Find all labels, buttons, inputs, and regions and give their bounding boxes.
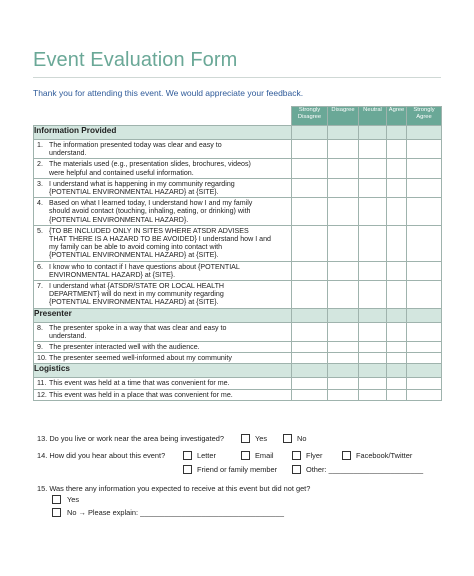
section-header-cell: [359, 364, 387, 378]
question-text-cell: [34, 378, 292, 389]
question-row: [34, 178, 442, 197]
rating-cell[interactable]: [407, 225, 442, 261]
rating-cell[interactable]: [359, 178, 387, 197]
rating-cell[interactable]: [387, 178, 407, 197]
question-number: 2.: [37, 160, 43, 169]
section-header-row: [34, 364, 442, 378]
question-line: {POTENTIAL ENVIRONMENTAL HAZARD} at {SITE}.: [49, 251, 219, 260]
question-line: ENVIRONMENTAL HAZARD} at {SITE}.: [49, 270, 176, 279]
rating-cell[interactable]: [407, 342, 442, 353]
header-blank-cell: [34, 107, 292, 126]
rating-cell[interactable]: [292, 281, 328, 309]
rating-cell[interactable]: [292, 378, 328, 389]
q13-text: 13. Do you live or work near the area being investigated?: [37, 434, 224, 443]
question-text-cell: [34, 225, 292, 261]
question-text-cell: [34, 322, 292, 341]
rating-cell[interactable]: [328, 389, 359, 400]
rating-cell[interactable]: [328, 322, 359, 341]
question-text-cell: [34, 281, 292, 309]
column-agree: Agree: [387, 107, 407, 126]
question-text: Based on what I learned today, I understand how I and my family: [49, 199, 253, 208]
question-text-cell: [34, 178, 292, 197]
rating-cell[interactable]: [328, 353, 359, 364]
question-line: [37, 199, 289, 207]
q13-no-checkbox[interactable]: [283, 434, 292, 443]
q14-letter-label: Letter: [197, 451, 216, 460]
rating-cell[interactable]: [387, 225, 407, 261]
rating-cell[interactable]: [328, 178, 359, 197]
question-line: [37, 227, 289, 235]
rating-cell[interactable]: [387, 378, 407, 389]
q14-text: 14. How did you hear about this event?: [37, 451, 166, 460]
column-strongly-agree: Strongly Agree: [407, 107, 442, 126]
question-line: [37, 379, 289, 387]
question-line: {POTENTIAL ENVIRONMENTAL HAZARD}.: [49, 215, 189, 224]
rating-cell[interactable]: [387, 389, 407, 400]
rating-cell[interactable]: [407, 198, 442, 226]
section-header-cell: [292, 364, 328, 378]
q13-no-label: No: [297, 434, 307, 443]
question-line: [37, 324, 289, 332]
rating-cell[interactable]: [359, 353, 387, 364]
question-text: The information presented today was clear and easy to: [49, 141, 222, 149]
rating-cell[interactable]: [407, 178, 442, 197]
q14-facebook-checkbox[interactable]: [342, 451, 351, 460]
section-header-cell: [359, 308, 387, 322]
q13-yes-label: Yes: [255, 434, 268, 443]
q14-flyer-checkbox[interactable]: [292, 451, 301, 460]
section-title: Logistics: [34, 364, 292, 378]
rating-cell[interactable]: [359, 322, 387, 341]
rating-cell[interactable]: [328, 159, 359, 178]
question-line: {POTENTIAL ENVIRONMENTAL HAZARD} at {SITE}.: [49, 298, 219, 307]
question-row: [34, 140, 442, 159]
question-text: The presenter spoke in a way that was clear and easy to: [49, 323, 227, 332]
rating-cell[interactable]: [328, 198, 359, 226]
question-line: [37, 282, 289, 290]
column-neutral: Neutral: [359, 107, 387, 126]
question-line: THAT THERE IS A HAZARD TO BE AVOIDED} I understand how I and: [49, 235, 271, 244]
question-text: The presenter seemed well-informed about my community: [49, 354, 232, 363]
rating-cell[interactable]: [407, 322, 442, 341]
rating-header-row: [34, 107, 442, 126]
rating-cell[interactable]: [407, 159, 442, 178]
question-row: [34, 322, 442, 341]
rating-cell[interactable]: [359, 261, 387, 280]
rating-cell[interactable]: [407, 281, 442, 309]
q15-text: 15. Was there any information you expected to receive at this event but did not get?: [37, 484, 311, 493]
title-divider: [33, 77, 441, 78]
rating-cell[interactable]: [407, 378, 442, 389]
rating-cell[interactable]: [292, 389, 328, 400]
question-number: 9.: [37, 343, 43, 352]
question-number: 11.: [37, 379, 47, 388]
question-text: This event was held in a place that was convenient for me.: [49, 390, 233, 399]
question-number: 10.: [37, 354, 47, 363]
column-disagree: Disagree: [328, 107, 359, 126]
q14-other-label: Other: _______________________: [306, 465, 424, 474]
section-header-cell: [292, 308, 328, 322]
question-number: 12.: [37, 390, 47, 399]
q15-no-label: No → Please explain: ___________________________________: [67, 508, 284, 517]
rating-cell[interactable]: [292, 342, 328, 353]
question-line: understand.: [49, 149, 87, 158]
question-row: [34, 225, 442, 261]
question-text-cell: [34, 140, 292, 159]
question-row: [34, 389, 442, 400]
question-text: I understand what {ATSDR/STATE OR LOCAL HEALTH: [49, 282, 225, 291]
question-line: [37, 263, 289, 271]
section-header-cell: [387, 364, 407, 378]
question-line: were helpful and contained useful information.: [49, 168, 194, 177]
question-number: 5.: [37, 226, 43, 235]
question-row: [34, 353, 442, 364]
q14-other-checkbox[interactable]: [292, 465, 301, 474]
section-header-cell: [328, 126, 359, 140]
question-number: 1.: [37, 141, 43, 149]
q14-flyer-label: Flyer: [306, 451, 323, 460]
rating-table: [33, 106, 442, 401]
question-number: 3.: [37, 179, 43, 188]
rating-cell[interactable]: [328, 225, 359, 261]
rating-cell[interactable]: [387, 261, 407, 280]
question-line: [37, 180, 289, 188]
rating-cell[interactable]: [407, 261, 442, 280]
rating-cell[interactable]: [328, 140, 359, 159]
section-title: Information Provided: [34, 126, 292, 140]
rating-cell[interactable]: [387, 322, 407, 341]
question-text-cell: [34, 159, 292, 178]
question-text-cell: [34, 198, 292, 226]
form-title: Event Evaluation Form: [33, 49, 238, 71]
q14-friend-checkbox[interactable]: [183, 465, 192, 474]
question-text: This event was held at a time that was convenient for me.: [49, 379, 230, 388]
rating-cell[interactable]: [359, 281, 387, 309]
column-strongly-disagree: Strongly Disagree: [292, 107, 328, 126]
rating-cell[interactable]: [407, 353, 442, 364]
question-text-cell: [34, 261, 292, 280]
rating-cell[interactable]: [359, 378, 387, 389]
rating-cell[interactable]: [328, 342, 359, 353]
rating-cell[interactable]: [292, 198, 328, 226]
rating-cell[interactable]: [407, 140, 442, 159]
rating-cell[interactable]: [407, 389, 442, 400]
question-text-cell: [34, 342, 292, 353]
question-text: I know who to contact if I have questions about {POTENTIAL: [49, 262, 240, 271]
q15-yes-checkbox[interactable]: [52, 495, 61, 504]
question-number: 6.: [37, 262, 43, 271]
question-row: [34, 159, 442, 178]
rating-cell[interactable]: [359, 159, 387, 178]
section-header-cell: [407, 364, 442, 378]
question-text-cell: [34, 353, 292, 364]
rating-cell[interactable]: [328, 261, 359, 280]
rating-cell[interactable]: [387, 342, 407, 353]
question-line: DEPARTMENT} will do next in my community regarding: [49, 290, 224, 299]
rating-cell[interactable]: [359, 140, 387, 159]
section-header-cell: [407, 126, 442, 140]
question-text: The presenter interacted well with the audience.: [49, 343, 200, 352]
rating-cell[interactable]: [359, 342, 387, 353]
question-text: {TO BE INCLUDED ONLY IN SITES WHERE ATSDR ADVISES: [49, 226, 249, 235]
q14-facebook-label: Facebook/Twitter: [356, 451, 413, 460]
question-row: [34, 198, 442, 226]
section-header-cell: [359, 126, 387, 140]
rating-cell[interactable]: [387, 140, 407, 159]
rating-cell[interactable]: [292, 225, 328, 261]
section-header-row: [34, 308, 442, 322]
question-line: {POTENTIAL ENVIRONMENTAL HAZARD} at {SITE}.: [49, 188, 219, 197]
rating-cell[interactable]: [387, 281, 407, 309]
question-row: [34, 342, 442, 353]
rating-cell[interactable]: [292, 261, 328, 280]
question-text: I understand what is happening in my community regarding: [49, 179, 235, 188]
rating-cell[interactable]: [328, 378, 359, 389]
rating-cell[interactable]: [387, 159, 407, 178]
question-line: [37, 141, 289, 149]
question-row: [34, 378, 442, 389]
rating-cell[interactable]: [387, 353, 407, 364]
rating-cell[interactable]: [292, 322, 328, 341]
question-line: [37, 160, 289, 168]
rating-cell[interactable]: [292, 140, 328, 159]
q15-yes-label: Yes: [67, 495, 80, 504]
question-row: [34, 281, 442, 309]
q14-letter-checkbox[interactable]: [183, 451, 192, 460]
rating-cell[interactable]: [359, 389, 387, 400]
section-header-cell: [387, 126, 407, 140]
q14-friend-label: Friend or family member: [197, 465, 278, 474]
q15-no-checkbox[interactable]: [52, 508, 61, 517]
rating-cell[interactable]: [359, 225, 387, 261]
question-text-cell: [34, 389, 292, 400]
question-text: The materials used (e.g., presentation slides, brochures, videos): [49, 160, 251, 169]
rating-cell[interactable]: [292, 353, 328, 364]
section-header-row: [34, 126, 442, 140]
section-header-cell: [407, 308, 442, 322]
q14-email-label: Email: [255, 451, 274, 460]
question-number: 4.: [37, 199, 43, 208]
question-line: understand.: [49, 331, 87, 340]
rating-cell[interactable]: [387, 198, 407, 226]
rating-cell[interactable]: [328, 281, 359, 309]
rating-cell[interactable]: [292, 178, 328, 197]
question-line: [37, 343, 289, 351]
rating-cell[interactable]: [292, 159, 328, 178]
question-number: 8.: [37, 323, 43, 332]
section-header-cell: [387, 308, 407, 322]
section-header-cell: [292, 126, 328, 140]
q13-yes-checkbox[interactable]: [241, 434, 250, 443]
question-number: 7.: [37, 282, 43, 291]
section-header-cell: [328, 364, 359, 378]
question-line: my family can be able to avoid coming into contact with: [49, 243, 223, 252]
question-line: [37, 391, 289, 399]
question-row: [34, 261, 442, 280]
section-title: Presenter: [34, 308, 292, 322]
intro-text: Thank you for attending this event. We would appreciate your feedback.: [33, 88, 304, 98]
question-line: [37, 354, 289, 362]
question-line: should avoid contact (touching, inhaling, eating, or drinking) with: [49, 207, 251, 216]
q14-email-checkbox[interactable]: [241, 451, 250, 460]
section-header-cell: [328, 308, 359, 322]
rating-cell[interactable]: [359, 198, 387, 226]
